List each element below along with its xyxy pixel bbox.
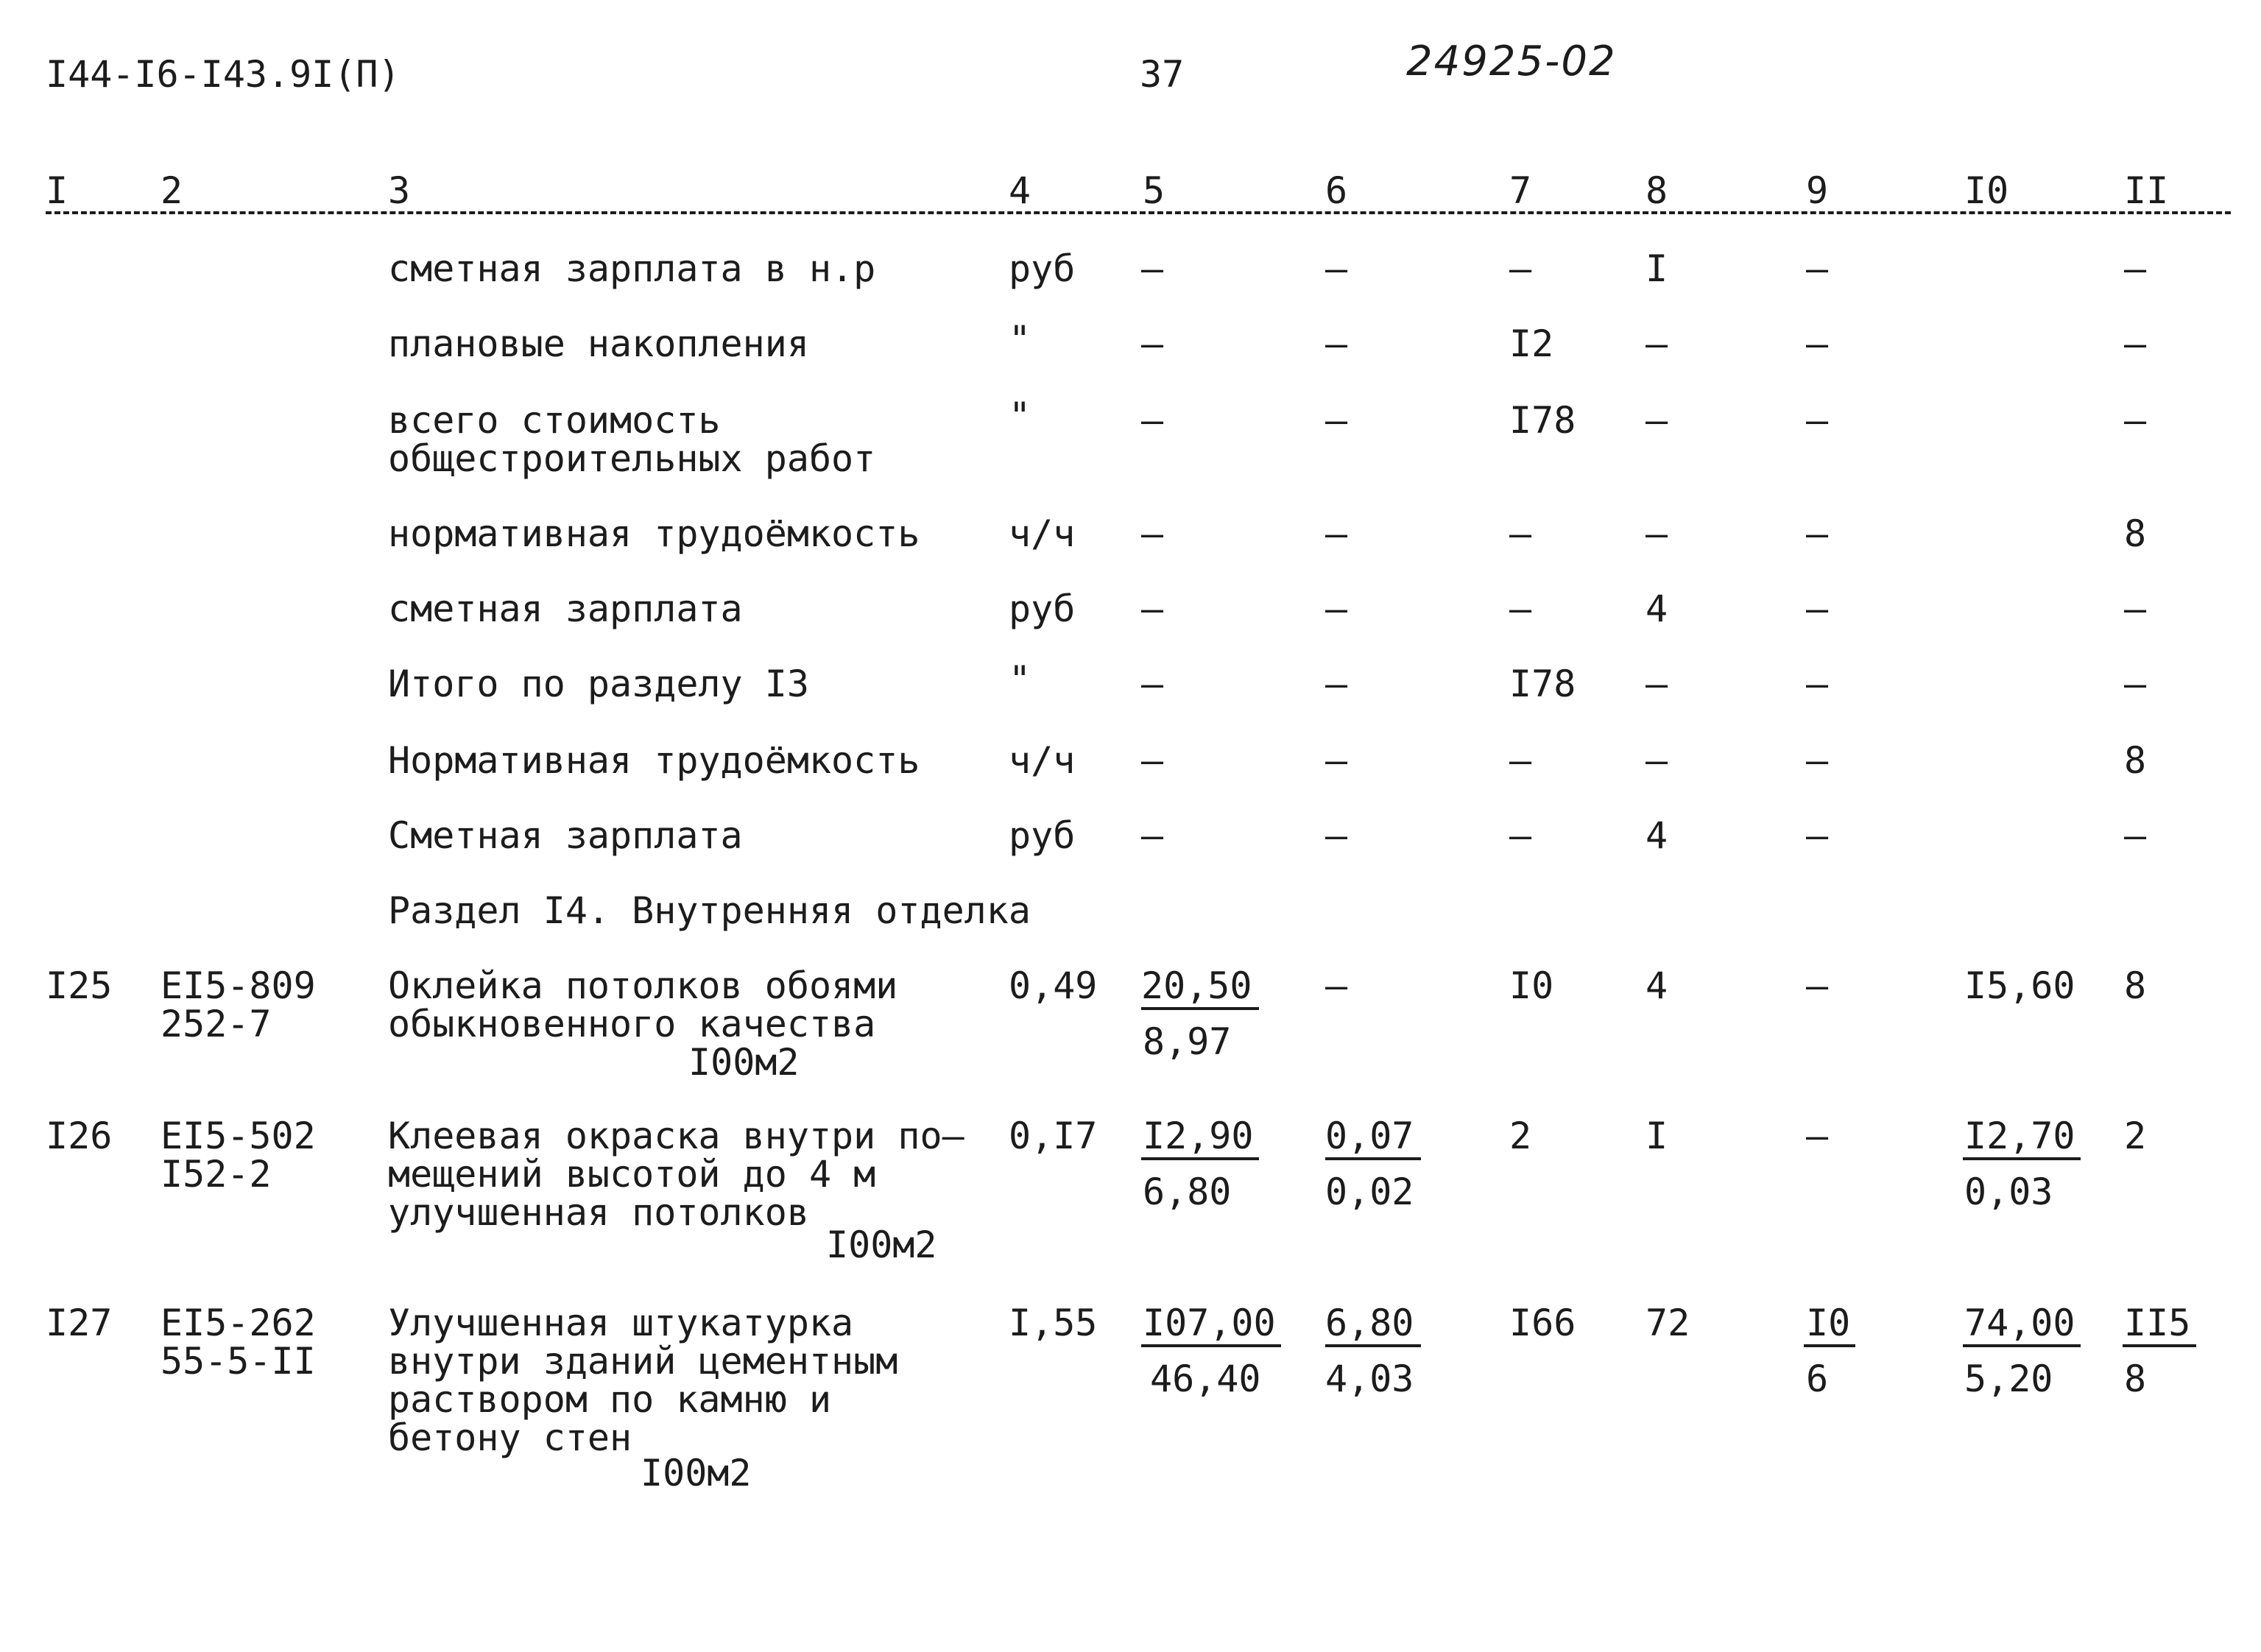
cell-col5-bottom: 8,97: [1143, 1020, 1232, 1063]
cell-col9: –: [1806, 322, 1829, 365]
item-description-line: мещений высотой до 4 м: [388, 1153, 876, 1196]
cell-col7: I0: [1509, 964, 1554, 1007]
cell-col8: 4: [1646, 587, 1668, 630]
cell-col6: –: [1325, 587, 1348, 630]
cell-col11: 2: [2124, 1115, 2147, 1157]
cell-col6-bottom: 0,02: [1325, 1171, 1414, 1213]
cell-col11: 8: [2124, 739, 2147, 782]
cell-col5: –: [1141, 512, 1164, 555]
cell-col6: –: [1325, 247, 1348, 290]
column-header-5: 5: [1143, 169, 1165, 212]
cell-col5-top: I2,90: [1143, 1115, 1254, 1157]
column-header-2: 2: [161, 169, 183, 212]
item-description-line: раствором по камню и: [388, 1378, 832, 1421]
column-header-4: 4: [1009, 169, 1031, 212]
cell-col7: –: [1509, 247, 1532, 290]
cell-col11: –: [2124, 247, 2147, 290]
cell-col5: –: [1141, 247, 1164, 290]
fraction-bar: [1325, 1344, 1421, 1347]
cell-col5-bottom: 46,40: [1150, 1358, 1261, 1400]
row-unit: ч/ч: [1009, 739, 1076, 782]
cell-col5-top: I07,00: [1143, 1302, 1276, 1344]
row-label: Сметная зарплата: [388, 814, 743, 857]
cell-col11: –: [2124, 399, 2147, 442]
cell-col7: –: [1509, 512, 1532, 555]
fraction-bar: [1141, 1344, 1281, 1347]
column-header-7: 7: [1509, 169, 1532, 212]
item-quantity: 0,I7: [1009, 1115, 1098, 1157]
item-quantity: I,55: [1009, 1302, 1098, 1344]
row-unit: руб: [1009, 247, 1076, 290]
row-label: сметная зарплата в н.р: [388, 247, 876, 290]
item-code-sub: I52-2: [161, 1153, 272, 1196]
cell-col7: –: [1509, 814, 1532, 857]
cell-col9: –: [1806, 512, 1829, 555]
cell-col7: 2: [1509, 1115, 1532, 1157]
row-label: всего стоимость: [388, 399, 721, 442]
cell-col11: 8: [2124, 964, 2147, 1007]
cell-col9: –: [1806, 587, 1829, 630]
column-header-11: II: [2124, 169, 2169, 212]
item-code: EI5-262: [161, 1302, 316, 1344]
fraction-bar: [1804, 1344, 1855, 1347]
item-description-line: обыкновенного качества: [388, 1003, 876, 1045]
row-label: плановые накопления: [388, 322, 809, 365]
cell-col5-top: 20,50: [1141, 964, 1252, 1007]
cell-col8: 4: [1646, 814, 1668, 857]
item-unit: I00м2: [688, 1041, 800, 1084]
cell-col9-bottom: 6: [1806, 1358, 1829, 1400]
cell-col5: –: [1141, 587, 1164, 630]
row-label-line2: общестроительных работ: [388, 437, 876, 480]
row-label: сметная зарплата: [388, 587, 743, 630]
cell-col6: –: [1325, 322, 1348, 365]
cell-col5: –: [1141, 739, 1164, 782]
item-number: I25: [46, 964, 113, 1007]
cell-col8: –: [1646, 739, 1668, 782]
item-code-sub: 252-7: [161, 1003, 272, 1045]
cell-col5-bottom: 6,80: [1143, 1171, 1232, 1213]
cell-col7: I78: [1509, 399, 1576, 442]
cell-col9: –: [1806, 663, 1829, 705]
cell-col8: –: [1646, 663, 1668, 705]
cell-col10-top: 74,00: [1964, 1302, 2075, 1344]
cell-col8: –: [1646, 399, 1668, 442]
cell-col6-top: 0,07: [1325, 1115, 1414, 1157]
column-header-9: 9: [1806, 169, 1829, 212]
fraction-bar: [2123, 1344, 2196, 1347]
section-title: Раздел I4. Внутренняя отделка: [388, 889, 1031, 932]
row-unit: ": [1009, 658, 1031, 701]
cell-col8: –: [1646, 512, 1668, 555]
item-description-line: Клеевая окраска внутри по–: [388, 1115, 964, 1157]
cell-col10-bottom: 0,03: [1964, 1171, 2053, 1213]
cell-col11: –: [2124, 814, 2147, 857]
cell-col7: –: [1509, 739, 1532, 782]
cell-col8: I: [1646, 247, 1668, 290]
cell-col6: –: [1325, 814, 1348, 857]
row-unit: ч/ч: [1009, 512, 1076, 555]
cell-col6-bottom: 4,03: [1325, 1358, 1414, 1400]
fraction-bar: [1963, 1157, 2081, 1160]
cell-col7: I2: [1509, 322, 1554, 365]
page-number: 37: [1140, 53, 1185, 96]
item-unit: I00м2: [641, 1452, 752, 1494]
cell-col6-top: 6,80: [1325, 1302, 1414, 1344]
item-number: I26: [46, 1115, 113, 1157]
row-unit: ": [1009, 395, 1031, 437]
header-divider: [46, 211, 2231, 214]
item-description-line: Улучшенная штукатурка: [388, 1302, 854, 1344]
item-unit: I00м2: [826, 1224, 937, 1266]
handwritten-stamp-number: 24925-02: [1406, 38, 1617, 85]
row-unit: руб: [1009, 587, 1076, 630]
cell-col5: –: [1141, 322, 1164, 365]
cell-col10-bottom: 5,20: [1964, 1358, 2053, 1400]
cell-col9: –: [1806, 964, 1829, 1007]
cell-col10-top: I2,70: [1964, 1115, 2075, 1157]
cell-col9: –: [1806, 739, 1829, 782]
item-description-line: улучшенная потолков: [388, 1191, 809, 1234]
cell-col7: I66: [1509, 1302, 1576, 1344]
cell-col8: I: [1646, 1115, 1668, 1157]
row-label: Нормативная трудоёмкость: [388, 739, 920, 782]
item-quantity: 0,49: [1009, 964, 1098, 1007]
column-header-3: 3: [388, 169, 411, 212]
cell-col5: –: [1141, 814, 1164, 857]
cell-col9: –: [1806, 814, 1829, 857]
cell-col6: –: [1325, 399, 1348, 442]
cell-col10: I5,60: [1964, 964, 2075, 1007]
column-header-6: 6: [1325, 169, 1348, 212]
cell-col7: –: [1509, 587, 1532, 630]
item-description-line: бетону стен: [388, 1416, 632, 1459]
cell-col9-top: I0: [1806, 1302, 1851, 1344]
item-number: I27: [46, 1302, 113, 1344]
fraction-bar: [1325, 1157, 1421, 1160]
cell-col8: 4: [1646, 964, 1668, 1007]
row-unit: руб: [1009, 814, 1076, 857]
cell-col9: –: [1806, 1115, 1829, 1157]
row-label: нормативная трудоёмкость: [388, 512, 920, 555]
cell-col11-top: II5: [2124, 1302, 2191, 1344]
row-label: Итого по разделу I3: [388, 663, 809, 705]
column-header-1: I: [46, 169, 68, 212]
column-header-10: I0: [1964, 169, 2009, 212]
fraction-bar: [1141, 1007, 1259, 1010]
cell-col6: –: [1325, 512, 1348, 555]
cell-col9: –: [1806, 247, 1829, 290]
item-code: EI5-502: [161, 1115, 316, 1157]
cell-col5: –: [1141, 663, 1164, 705]
column-header-8: 8: [1646, 169, 1668, 212]
document-code: I44-I6-I43.9I(П): [46, 53, 401, 96]
fraction-bar: [1141, 1157, 1259, 1160]
item-code-sub: 55-5-II: [161, 1340, 316, 1383]
cell-col11-bottom: 8: [2124, 1358, 2147, 1400]
cell-col5: –: [1141, 399, 1164, 442]
cell-col11: –: [2124, 322, 2147, 365]
cell-col6: –: [1325, 663, 1348, 705]
item-description-line: внутри зданий цементным: [388, 1340, 898, 1383]
item-description-line: Оклейка потолков обоями: [388, 964, 898, 1007]
cell-col11: –: [2124, 587, 2147, 630]
cell-col8: 72: [1646, 1302, 1690, 1344]
cell-col6: –: [1325, 739, 1348, 782]
cell-col7: I78: [1509, 663, 1576, 705]
fraction-bar: [1963, 1344, 2081, 1347]
item-code: EI5-809: [161, 964, 316, 1007]
cell-col8: –: [1646, 322, 1668, 365]
cell-col11: 8: [2124, 512, 2147, 555]
cell-col11: –: [2124, 663, 2147, 705]
row-unit: ": [1009, 318, 1031, 361]
cell-col6: –: [1325, 964, 1348, 1007]
cell-col9: –: [1806, 399, 1829, 442]
